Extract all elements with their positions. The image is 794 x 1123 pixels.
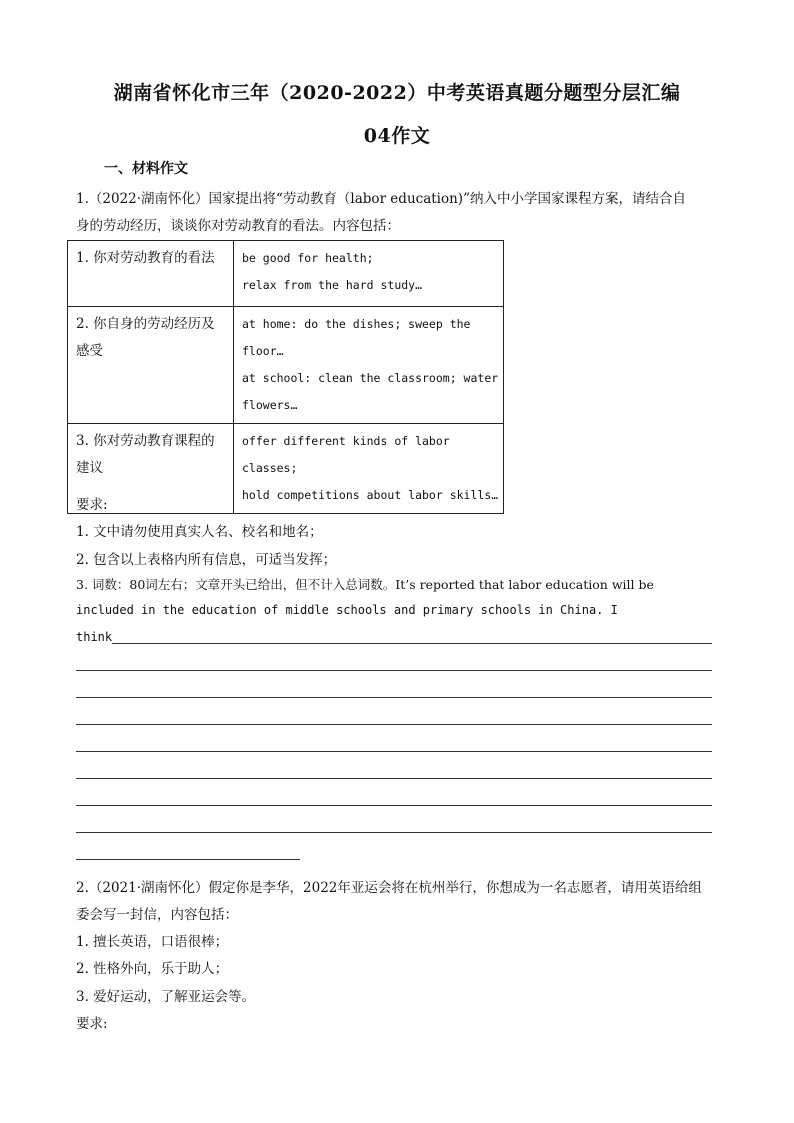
q2-intro-line1: 2.（2021·湖南怀化）假定你是李华，2022年亚运会将在杭州举行，你想成为一名志愿者，请用英语给组 — [76, 880, 702, 896]
hint-line: at home: do the dishes; sweep the floor… — [242, 317, 471, 358]
q1-requirement-2: 2. 包含以上表格内所有信息，可适当发挥； — [76, 552, 337, 568]
writing-line[interactable] — [76, 670, 712, 671]
q2-item-1: 1. 擅长英语，口语很棒； — [76, 934, 229, 950]
table-cell-topic: 3. 你对劳动教育课程的建议 — [68, 424, 234, 514]
writing-line[interactable] — [76, 805, 712, 806]
table-row — [68, 424, 504, 514]
writing-line[interactable] — [76, 697, 712, 698]
q1-intro-line2: 身的劳动经历，谈谈你对劳动教育的看法。内容包括： — [76, 218, 400, 234]
q1-intro-line1: 1.（2022·湖南怀化）国家提出将“劳动教育（labor education)”纳入中小学国家课程方案，请结合自 — [76, 191, 686, 207]
document-subtitle: 04作文 — [363, 125, 431, 147]
q1-content-table — [67, 240, 504, 514]
q2-item-2: 2. 性格外向，乐于助人； — [76, 961, 229, 977]
q2-requirements-label: 要求: — [76, 1016, 108, 1032]
writing-line[interactable] — [112, 643, 712, 644]
hint-line: at school: clean the classroom; water — [242, 371, 499, 385]
writing-line[interactable] — [76, 724, 712, 725]
hint-line: relax from the hard study… — [242, 278, 423, 292]
table-cell-hints — [234, 424, 504, 514]
table-cell-topic: 1. 你对劳动教育的看法 — [68, 241, 234, 307]
hint-line: be good for health; — [242, 251, 374, 265]
writing-line-short[interactable] — [76, 859, 300, 860]
table-cell-hints — [234, 307, 504, 424]
writing-line[interactable] — [76, 751, 712, 752]
section-heading: 一、材料作文 — [104, 161, 188, 177]
writing-start-word: think — [76, 630, 113, 644]
document-title: 湖南省怀化市三年（2020-2022）中考英语真题分题型分层汇编 — [113, 82, 681, 104]
hint-line: flowers… — [242, 398, 298, 412]
table-cell-topic: 2. 你自身的劳动经历及感受 — [68, 307, 234, 424]
table-row — [68, 307, 504, 424]
hint-line: hold competitions about labor skills… — [242, 488, 499, 502]
table-cell-hints — [234, 241, 504, 307]
q1-requirements-label: 要求: — [76, 497, 108, 513]
writing-line[interactable] — [76, 832, 712, 833]
q1-requirement-3: 3. 词数：80词左右；文章开头已给出，但不计入总词数。It’s reported that labor education will be — [76, 577, 654, 592]
writing-line[interactable] — [76, 778, 712, 779]
q1-requirement-1: 1. 文中请勿使用真实人名、校名和地名； — [76, 524, 323, 540]
hint-line: offer different kinds of labor classes; — [242, 434, 450, 475]
q1-requirement-3-cont: included in the education of middle schools and primary schools in China. I — [76, 603, 618, 617]
q2-intro-line2: 委会写一封信，内容包括： — [76, 907, 238, 923]
table-row — [68, 241, 504, 307]
q2-item-3: 3. 爱好运动，了解亚运会等。 — [76, 989, 256, 1005]
